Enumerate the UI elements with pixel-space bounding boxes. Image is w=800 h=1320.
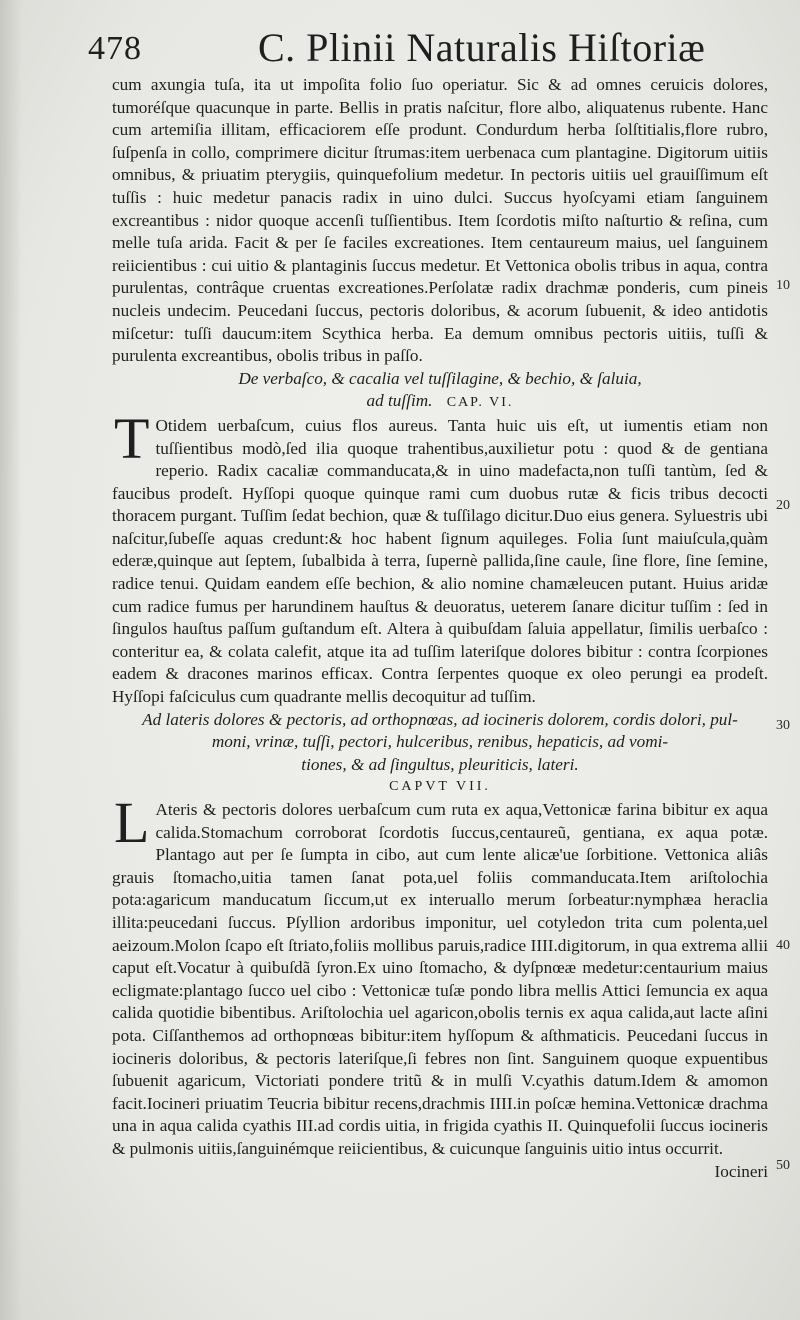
margin-line-number: 50	[776, 1158, 790, 1173]
margin-line-number: 40	[776, 938, 790, 953]
chapter-6-heading-line-1: De verbaſco, & cacalia vel tuſſilagine, & bechio, & ſaluia,	[238, 368, 642, 388]
chapter-7-number: CAPVT VII.	[389, 779, 491, 795]
chapter-6-number: CAP. VI.	[446, 395, 514, 411]
margin-line-number: 20	[776, 498, 790, 513]
margin-line-number: 10	[776, 278, 790, 293]
margin-line-number: 30	[776, 718, 790, 733]
chapter-7-heading-line-3: tiones, & ad ſingultus, pleuriticis, lateri.	[301, 754, 579, 774]
paragraph-2	[112, 405, 768, 709]
page-header	[0, 22, 800, 72]
paragraph-3	[112, 790, 768, 1161]
chapter-6-heading-line-2: ad tuſſim.	[366, 391, 433, 411]
paragraph-2-text: Otidem uerbaſcum, cuius flos aureus. Tanta huic uis eſt, ut iumentis etiam non tuſſientibus modò,ſed ilia quoque trahentibus,auxilietur potu : quod & de gentiana reperio. Radix cacaliæ commanducata,& in uino madefacta,non tuſſi tantùm, ſed & faucibus prodeſt. Hyſſopi quoque quinque rami cum duobus rutæ & ficis tribus decocti thoracem purgant. Tuſſim ſedat bechion, quæ & tuſſilago dicitur.Duo eius genera. Syluestris ubi naſcitur,ſubeſſe aquas credunt:& hoc habent ſignum aquileges. Folia ſunt maiuſcula,quàm ederæ,quinque aut ſeptem, ſubalbida à terra, ſupernè pallida,ſine caule, ſine flore, ſine ſemine, radice tenui. Quidam eandem eſſe bechion, & alio nomine chamæleucen putant. Huius aridæ cum radice fumus per harundinem hauſtus & deuoratus, ueterem ſanare dicitur tuſſim : ſed in ſingulos hauſtus paſſum guſtandum eſt. Altera à quibuſdam ſaluia appellatur, ſimilis uerbaſco : conteritur ea, & colata calefit, atque ita ad tuſſim lateriſque dolores bibitur : contra ſcorpiones eadem & dracones marinos efficax. Contra ſerpentes quoque ex oleo perungi ea prodeſt. Hyſſopi faſciculus cum quadrante mellis decoquitur ad tuſſim.	[112, 415, 768, 707]
paragraph-3-text: Ateris & pectoris dolores uerbaſcum cum ruta ex aqua,Vettonicæ farina bibitur ex aqua calida.Stomachum corroborat ſcordotis ſuccus,centaureũ, gentiana, ex aqua potæ. Plantago aut per ſe ſumpta in cibo, aut cum lente alicæ'ue ſorbitione. Vettonica aliâs grauis ſtomacho,uitia tamen ſanat pota,uel foliis commanducata.Item ariſtolochia pota:agaricum manducatum ſiccum,ut ex interuallo merum ſorbeatur:nymphæa heraclia illita:peucedani ſuccus. Pſyllion ardoribus imponitur, uel cotyledon trita cum polenta,uel aeizoum.Molon ſcapo eſt ſtriato,foliis mollibus paruis,radice IIII.digitorum, in qua extrema allii caput eſt.Vocatur à quibuſdã ſyron.Ex uino ſtomacho, & dyſpnœæ medetur:centaurium maius ecligmate:plantago ſucco uel cibo : Vettonicæ tuſæ pondo libra mellis Attici ſemuncia ex aqua calida quotidie bibentibus. Ariſtolochia uel agaricon,obolis ternis ex aqua calida,aut lacte aſini pota. Ciſſanthemos ad orthopnœas bibitur:item hyſſopum & aſthmaticis. Peucedani ſuccus in iocineris doloribus, & pectoris lateriſque,ſi febres non ſint. Sanguinem quoque expuentibus ſubuenit agaricum, Victoriati pondere tritũ & in mulſi V.cyathis datum.Idem & amomon facit.Iocineri priuatim Teucria bibitur recens,drachmis IIII.in poſcæ hemina.Vettonicæ drachma una in aqua calida cyathis III.ad cordis uitia, in frigida cyathis II. Quinquefolii ſuccus iocineris & pulmonis uitiis,ſanguinémque reiicientibus, & cuicunque ſanguinis uitio intus occurrit.	[112, 800, 768, 1158]
page-number: 478	[88, 30, 142, 67]
drop-cap-l: L	[114, 790, 150, 855]
body-text	[112, 74, 768, 1183]
drop-cap-t: T	[114, 405, 150, 471]
chapter-7-heading	[112, 709, 768, 777]
running-title: C. Plinii Naturalis Hiſtoriæ	[258, 25, 706, 70]
catchword: Iocineri	[714, 1161, 768, 1181]
chapter-6-heading	[112, 368, 768, 415]
chapter-7-heading-line-1: Ad lateris dolores & pectoris, ad orthopnœas, ad iocineris dolorem, cordis dolori, pul-	[142, 709, 738, 729]
paragraph-1: cum axungia tuſa, ita ut impoſita folio ſuo operiatur. Sic & ad omnes ceruicis dolores, tumoréſque quacunque in parte. Bellis in pratis naſcitur, flore albo, aliquatenus rubente. Hanc cum artemiſia illitam, efficaciorem eſſe produnt. Condurdum herba ſolſtitialis,flore rubro, ſuſpenſa in collo, comprimere dicitur ſtrumas:item uerbenaca cum plantagine. Digitorum uitiis omnibus, & priuatim pterygiis, quinquefolium medetur. In pectoris uitiis uel grauiſſimum eſt tuſſis : huic medetur panacis radix in uino dulci. Succus hyoſcyami etiam ſanguinem excreantibus : nidor quoque accenſi tuſſientibus. Item ſcordotis miſto naſturtio & reſina, cum melle tuſa arida. Facit & per ſe faciles excreationes. Item centaureum maius, uel ſanguinem reiicientibus : cui uitio & plantaginis ſuccus medetur. Et Vettonica obolis tribus in aqua, contra purulentas, contrâque cruentas excreationes.Perſolatæ radix drachmæ ponderis, cum pineis nucleis undecim. Peucedani ſuccus, pectoris doloribus, & acorum ſubuenit, & ideo antidotis miſcetur: tuſſi daucum:item Scythica herba. Ea demum omnibus pectoris uitiis, tuſſi & purulenta excreantibus, obolis tribus in paſſo.	[112, 75, 768, 366]
chapter-7-heading-line-2: moni, vrinæ, tuſſi, pectori, hulceribus, renibus, hepaticis, ad vomi-	[211, 732, 669, 752]
